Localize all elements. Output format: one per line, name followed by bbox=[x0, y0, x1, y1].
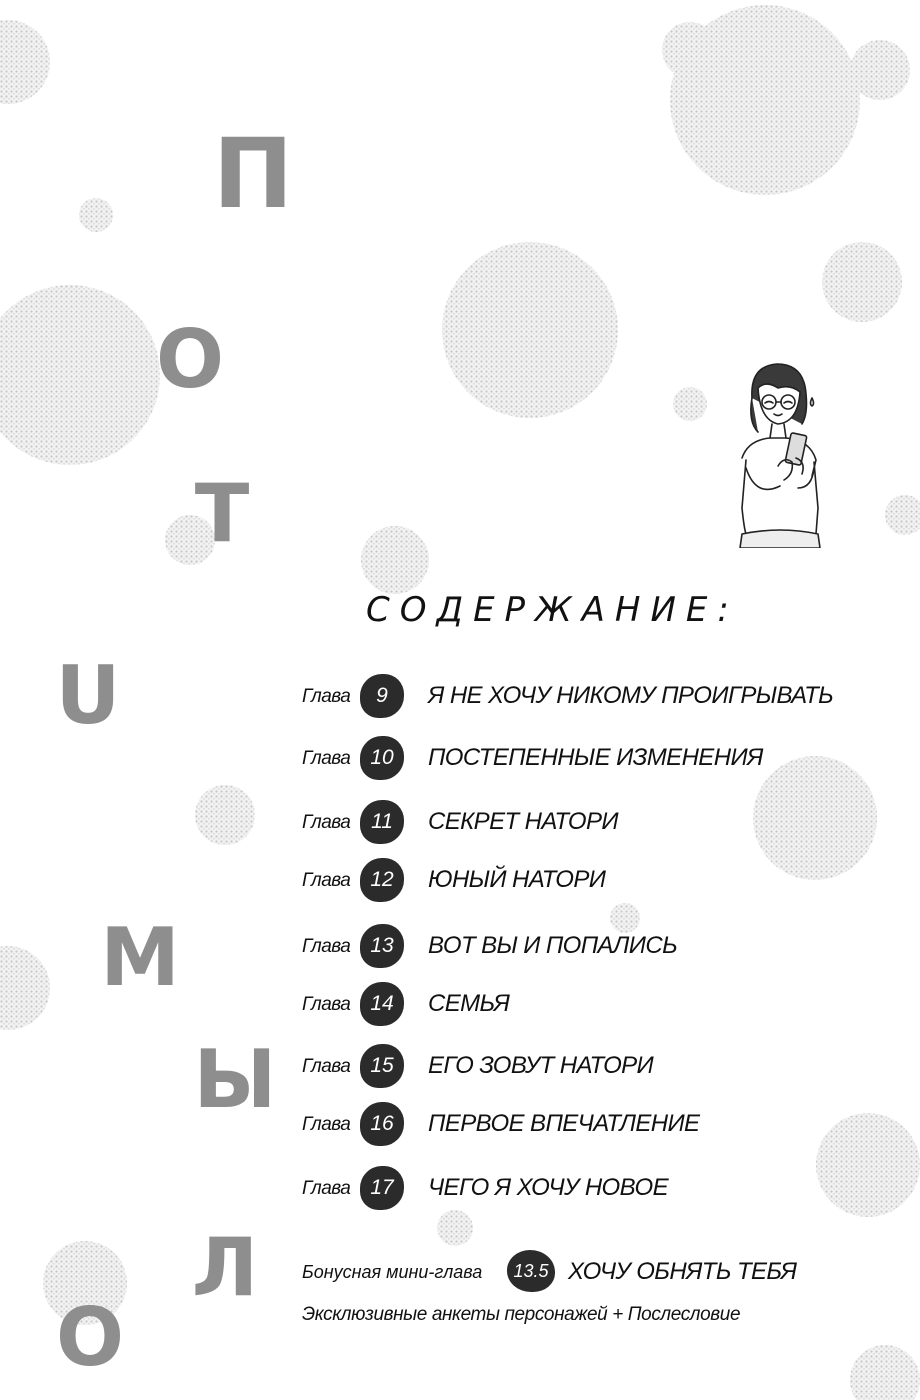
bonus-chapter-label: Бонусная мини-глава bbox=[302, 1262, 483, 1282]
chapter-title: ЕГО ЗОВУТ НАТОРИ bbox=[428, 1052, 654, 1079]
chapter-label: Глава bbox=[302, 870, 351, 891]
vertical-title-char: Ы bbox=[193, 1033, 277, 1126]
girl-with-phone-illustration bbox=[732, 358, 828, 548]
chapter-number-badge: 9 bbox=[360, 674, 404, 718]
contents-heading: СОДЕРЖАНИЕ: bbox=[366, 590, 739, 630]
chapter-title: СЕМЬЯ bbox=[428, 990, 510, 1017]
bonus-chapter-title: ХОЧУ ОБНЯТЬ ТЕБЯ bbox=[568, 1258, 797, 1285]
vertical-title-char: Т bbox=[194, 467, 250, 560]
chapter-label: Глава bbox=[302, 994, 351, 1015]
chapter-label: Глава bbox=[302, 1178, 351, 1199]
chapter-number-badge: 16 bbox=[360, 1102, 404, 1146]
chapter-label: Глава bbox=[302, 936, 351, 957]
chapter-label: Глава bbox=[302, 1056, 351, 1077]
chapter-number-badge: 11 bbox=[360, 800, 404, 844]
chapter-label: Глава bbox=[302, 1114, 351, 1135]
chapter-title: ВОТ ВЫ И ПОПАЛИСЬ bbox=[428, 932, 678, 959]
chapter-number-badge: 13 bbox=[360, 924, 404, 968]
vertical-title-char: П bbox=[212, 118, 294, 230]
vertical-title-char: О bbox=[155, 313, 224, 406]
chapter-title: ПЕРВОЕ ВПЕЧАТЛЕНИЕ bbox=[428, 1110, 700, 1137]
bonus-chapter-number-badge: 13.5 bbox=[507, 1250, 555, 1292]
chapter-number-badge: 10 bbox=[360, 736, 404, 780]
vertical-title-char: Л bbox=[191, 1221, 259, 1314]
chapter-number-badge: 12 bbox=[360, 858, 404, 902]
chapter-title: СЕКРЕТ НАТОРИ bbox=[428, 808, 618, 835]
extras-line[interactable]: Эксклюзивные анкеты персонажей + Послесловие bbox=[302, 1304, 741, 1325]
chapter-number-badge: 14 bbox=[360, 982, 404, 1026]
chapter-title: Я НЕ ХОЧУ НИКОМУ ПРОИГРЫВАТЬ bbox=[428, 682, 834, 709]
chapter-number-badge: 15 bbox=[360, 1044, 404, 1088]
chapter-title: ПОСТЕПЕННЫЕ ИЗМЕНЕНИЯ bbox=[428, 744, 763, 771]
chapter-label: Глава bbox=[302, 812, 351, 833]
chapter-label: Глава bbox=[302, 686, 351, 707]
chapter-label: Глава bbox=[302, 748, 351, 769]
chapter-title: ЧЕГО Я ХОЧУ НОВОЕ bbox=[428, 1174, 668, 1201]
vertical-title-char: М bbox=[100, 911, 180, 1004]
chapter-number-badge: 17 bbox=[360, 1166, 404, 1210]
vertical-title-char: U bbox=[55, 649, 121, 742]
vertical-title-char: О bbox=[55, 1291, 124, 1384]
chapter-title: ЮНЫЙ НАТОРИ bbox=[428, 866, 606, 893]
